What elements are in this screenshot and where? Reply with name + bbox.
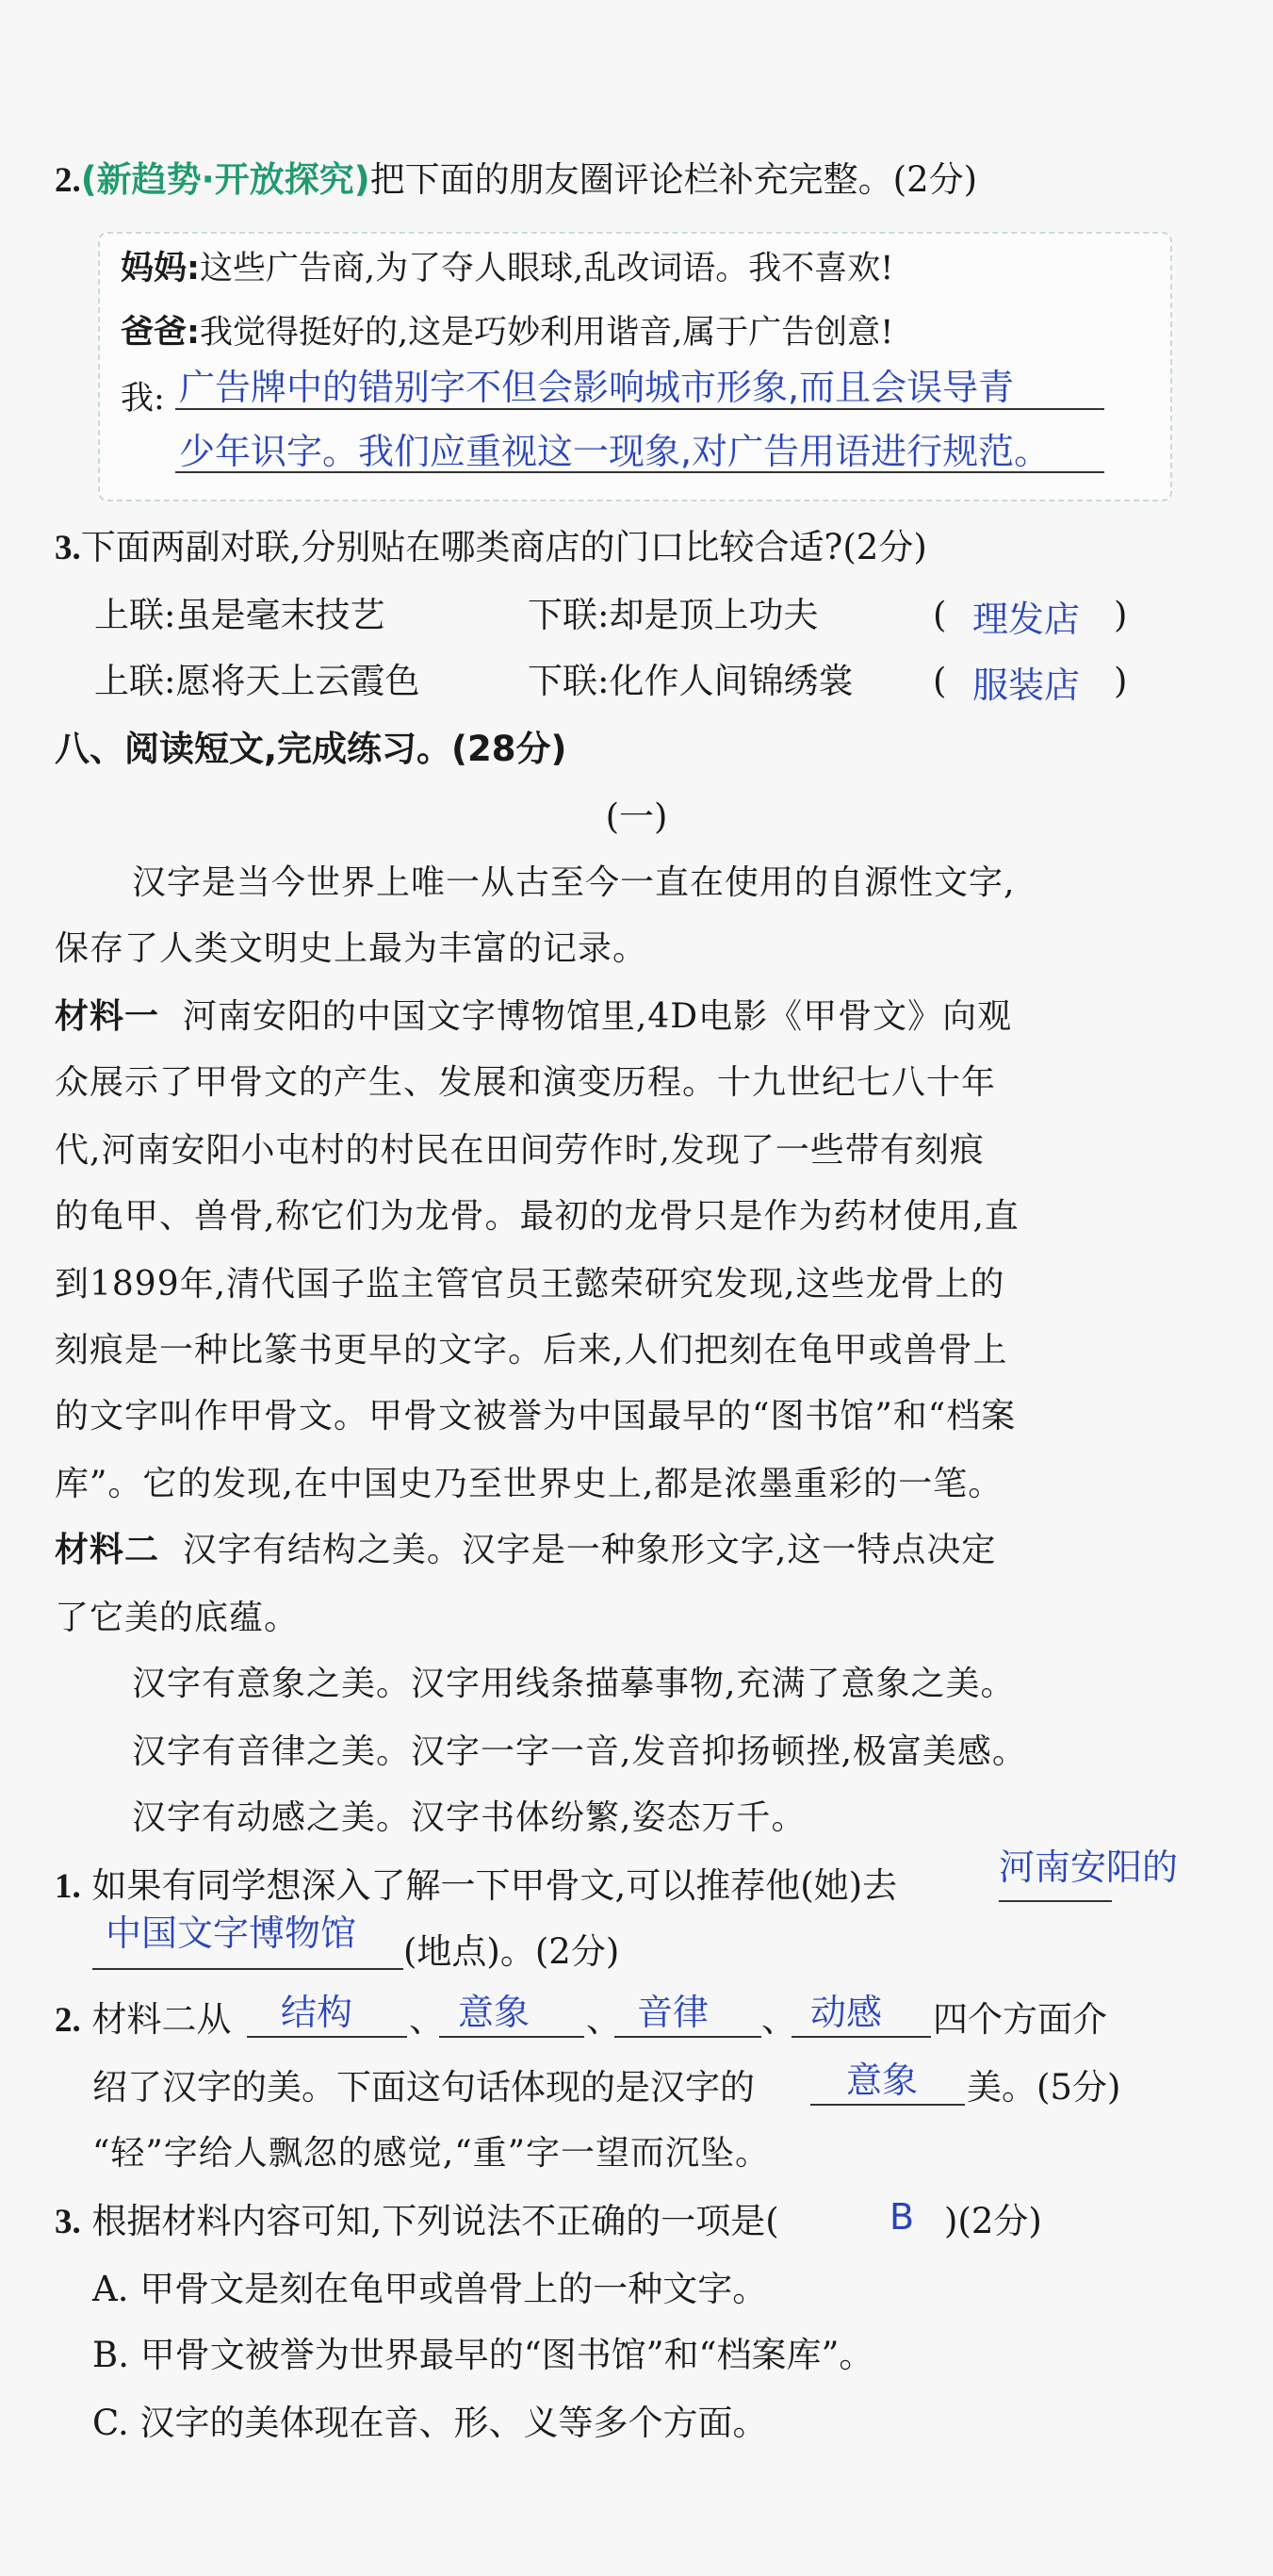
- question-tag: (新趋势·开放探究): [80, 159, 370, 200]
- material-1-line-6: 刻痕是一种比篆书更早的文字。后来,人们把刻在龟甲或兽骨上: [55, 1331, 1008, 1370]
- material-1-label: 材料一: [55, 997, 160, 1036]
- paren-open: (: [933, 661, 947, 701]
- mom-text: 这些广告商,为了夺人眼球,乱改词语。我不喜欢!: [200, 250, 894, 287]
- exercise-2-text-d: 美。(5分): [967, 2067, 1121, 2108]
- dad-comment: [121, 311, 893, 354]
- answer-underline: [439, 2036, 584, 2038]
- exercise-2-answer-4: 动感: [810, 1992, 883, 2033]
- question-2-header: [55, 158, 977, 203]
- couplet-1-lower: 下联:却是顶上功夫: [528, 595, 819, 635]
- mom-label: 妈妈:: [121, 250, 200, 287]
- separator: 、: [409, 1999, 444, 2040]
- intro-line-1: 汉字是当今世界上唯一从古至今一直在使用的自源性文字,: [132, 863, 1016, 902]
- material-1-line-5: 到1899年,清代国子监主管官员王懿荣研究发现,这些龙骨上的: [55, 1265, 1005, 1304]
- mom-comment: [121, 247, 893, 290]
- paren-close: ): [1114, 595, 1128, 635]
- couplet-2-upper: 上联:愿将天上云霞色: [94, 661, 420, 701]
- question-text: 下面两副对联,分别贴在哪类商店的门口比较合适?(2分): [80, 527, 927, 567]
- answer-underline: [999, 1900, 1112, 1902]
- dad-text: 我觉得挺好的,这是巧妙利用谐音,属于广告创意!: [200, 314, 894, 352]
- question-text: 把下面的朋友圈评论栏补充完整。(2分): [369, 159, 978, 200]
- material-2-line-3: 汉字有意象之美。汉字用线条描摹事物,充满了意象之美。: [132, 1665, 1016, 1703]
- couplet-1-upper: 上联:虽是毫末技艺: [94, 595, 385, 635]
- couplet-2-answer: 服装店: [972, 665, 1081, 706]
- material-2-line-4: 汉字有音律之美。汉字一字一音,发音抑扬顿挫,极富美感。: [132, 1732, 1027, 1771]
- exercise-number: 1.: [55, 1867, 81, 1906]
- answer-underline: [247, 2036, 407, 2038]
- exercise-1-answer-2: 中国文字博物馆: [106, 1912, 357, 1954]
- option-b: B. 甲骨文被誉为世界最早的“图书馆”和“档案库”。: [92, 2335, 874, 2375]
- material-1-line-1: [55, 995, 1012, 1039]
- answer-underline-2: [175, 471, 1104, 473]
- question-number: 3.: [55, 529, 81, 567]
- option-a: A. 甲骨文是刻在龟甲或兽骨上的一种文字。: [92, 2269, 768, 2309]
- couplet-1-answer: 理发店: [972, 599, 1081, 640]
- material-2-label: 材料二: [55, 1531, 160, 1569]
- exercise-1-tail: (地点)。(2分): [403, 1931, 620, 1972]
- material-2-text: 汉字有结构之美。汉字是一种象形文字,这一特点决定: [182, 1531, 997, 1569]
- question-3-header: [55, 526, 927, 570]
- couplet-2-lower: 下联:化作人间锦绣裳: [528, 661, 854, 701]
- exercise-3-answer: B: [889, 2196, 915, 2238]
- part-title: (一): [605, 796, 668, 837]
- material-1-text: 河南安阳的中国文字博物馆里,4D电影《甲骨文》向观: [182, 997, 1013, 1036]
- exercise-1-answer-1: 河南安阳的: [999, 1846, 1179, 1888]
- exercise-3-line-1: [55, 2200, 779, 2244]
- paren-open: (: [933, 595, 947, 635]
- material-1-line-7: 的文字叫作甲骨文。甲骨文被誉为中国最早的“图书馆”和“档案: [55, 1397, 1017, 1436]
- separator: 、: [761, 1999, 796, 2040]
- material-1-line-4: 的龟甲、兽骨,称它们为龙骨。最初的龙骨只是作为药材使用,直: [55, 1197, 1020, 1236]
- exercise-2-answer-1: 结构: [281, 1992, 353, 2033]
- material-1-line-2: 众展示了甲骨文的产生、发展和演变历程。十九世纪七八十年: [55, 1063, 997, 1102]
- exercise-number: 3.: [55, 2203, 81, 2241]
- question-number: 2.: [55, 161, 81, 200]
- dad-label: 爸爸:: [121, 314, 200, 352]
- exercise-2-text-e: “轻”字给人飘忽的感觉,“重”字一望而沉坠。: [92, 2134, 771, 2173]
- answer-underline: [614, 2036, 761, 2038]
- option-c: C. 汉字的美体现在音、形、义等多个方面。: [92, 2403, 768, 2443]
- material-2-line-1: [55, 1529, 996, 1572]
- exercise-text: 材料二从: [91, 1999, 232, 2040]
- material-1-line-8: 库”。它的发现,在中国史乃至世界史上,都是浓墨重彩的一笔。: [55, 1465, 1004, 1503]
- answer-line-2: 少年识字。我们应重视这一现象,对广告用语进行规范。: [179, 431, 1051, 472]
- answer-underline: [92, 1968, 403, 1970]
- material-2-line-2: 了它美的底蕴。: [55, 1599, 300, 1637]
- answer-line-1: 广告牌中的错别字不但会影响城市形象,而且会误导青: [179, 367, 1015, 408]
- exercise-text: 根据材料内容可知,下列说法不正确的一项是(: [91, 2201, 779, 2241]
- answer-underline-1: [175, 408, 1104, 410]
- paren-close: ): [1114, 661, 1128, 701]
- exercise-2-text-b: 四个方面介: [933, 1999, 1107, 2040]
- exercise-1-line-1: [55, 1864, 897, 1909]
- exercise-2-answer-2: 意象: [458, 1992, 530, 2033]
- intro-line-2: 保存了人类文明史上最为丰富的记录。: [55, 929, 648, 968]
- me-label: 我:: [121, 380, 165, 418]
- material-2-line-5: 汉字有动感之美。汉字书体纷繁,姿态万千。: [132, 1798, 807, 1837]
- answer-underline: [810, 2104, 965, 2106]
- separator: 、: [586, 1999, 621, 2040]
- exercise-2-line-1: [55, 1998, 232, 2043]
- exercise-number: 2.: [55, 2001, 81, 2040]
- answer-underline: [792, 2036, 931, 2038]
- material-1-line-3: 代,河南安阳小屯村的村民在田间劳作时,发现了一些带有刻痕: [55, 1131, 985, 1170]
- exercise-2-text-c: 绍了汉字的美。下面这句话体现的是汉字的: [92, 2067, 755, 2108]
- exercise-2-answer-3: 音律: [637, 1992, 710, 2033]
- exercise-3-tail: )(2分): [944, 2201, 1042, 2241]
- exercise-text: 如果有同学想深入了解一下甲骨文,可以推荐他(她)去: [91, 1865, 898, 1906]
- section-heading: 八、阅读短文,完成练习。(28分): [55, 729, 567, 769]
- exercise-2-answer-5: 意象: [846, 2059, 919, 2101]
